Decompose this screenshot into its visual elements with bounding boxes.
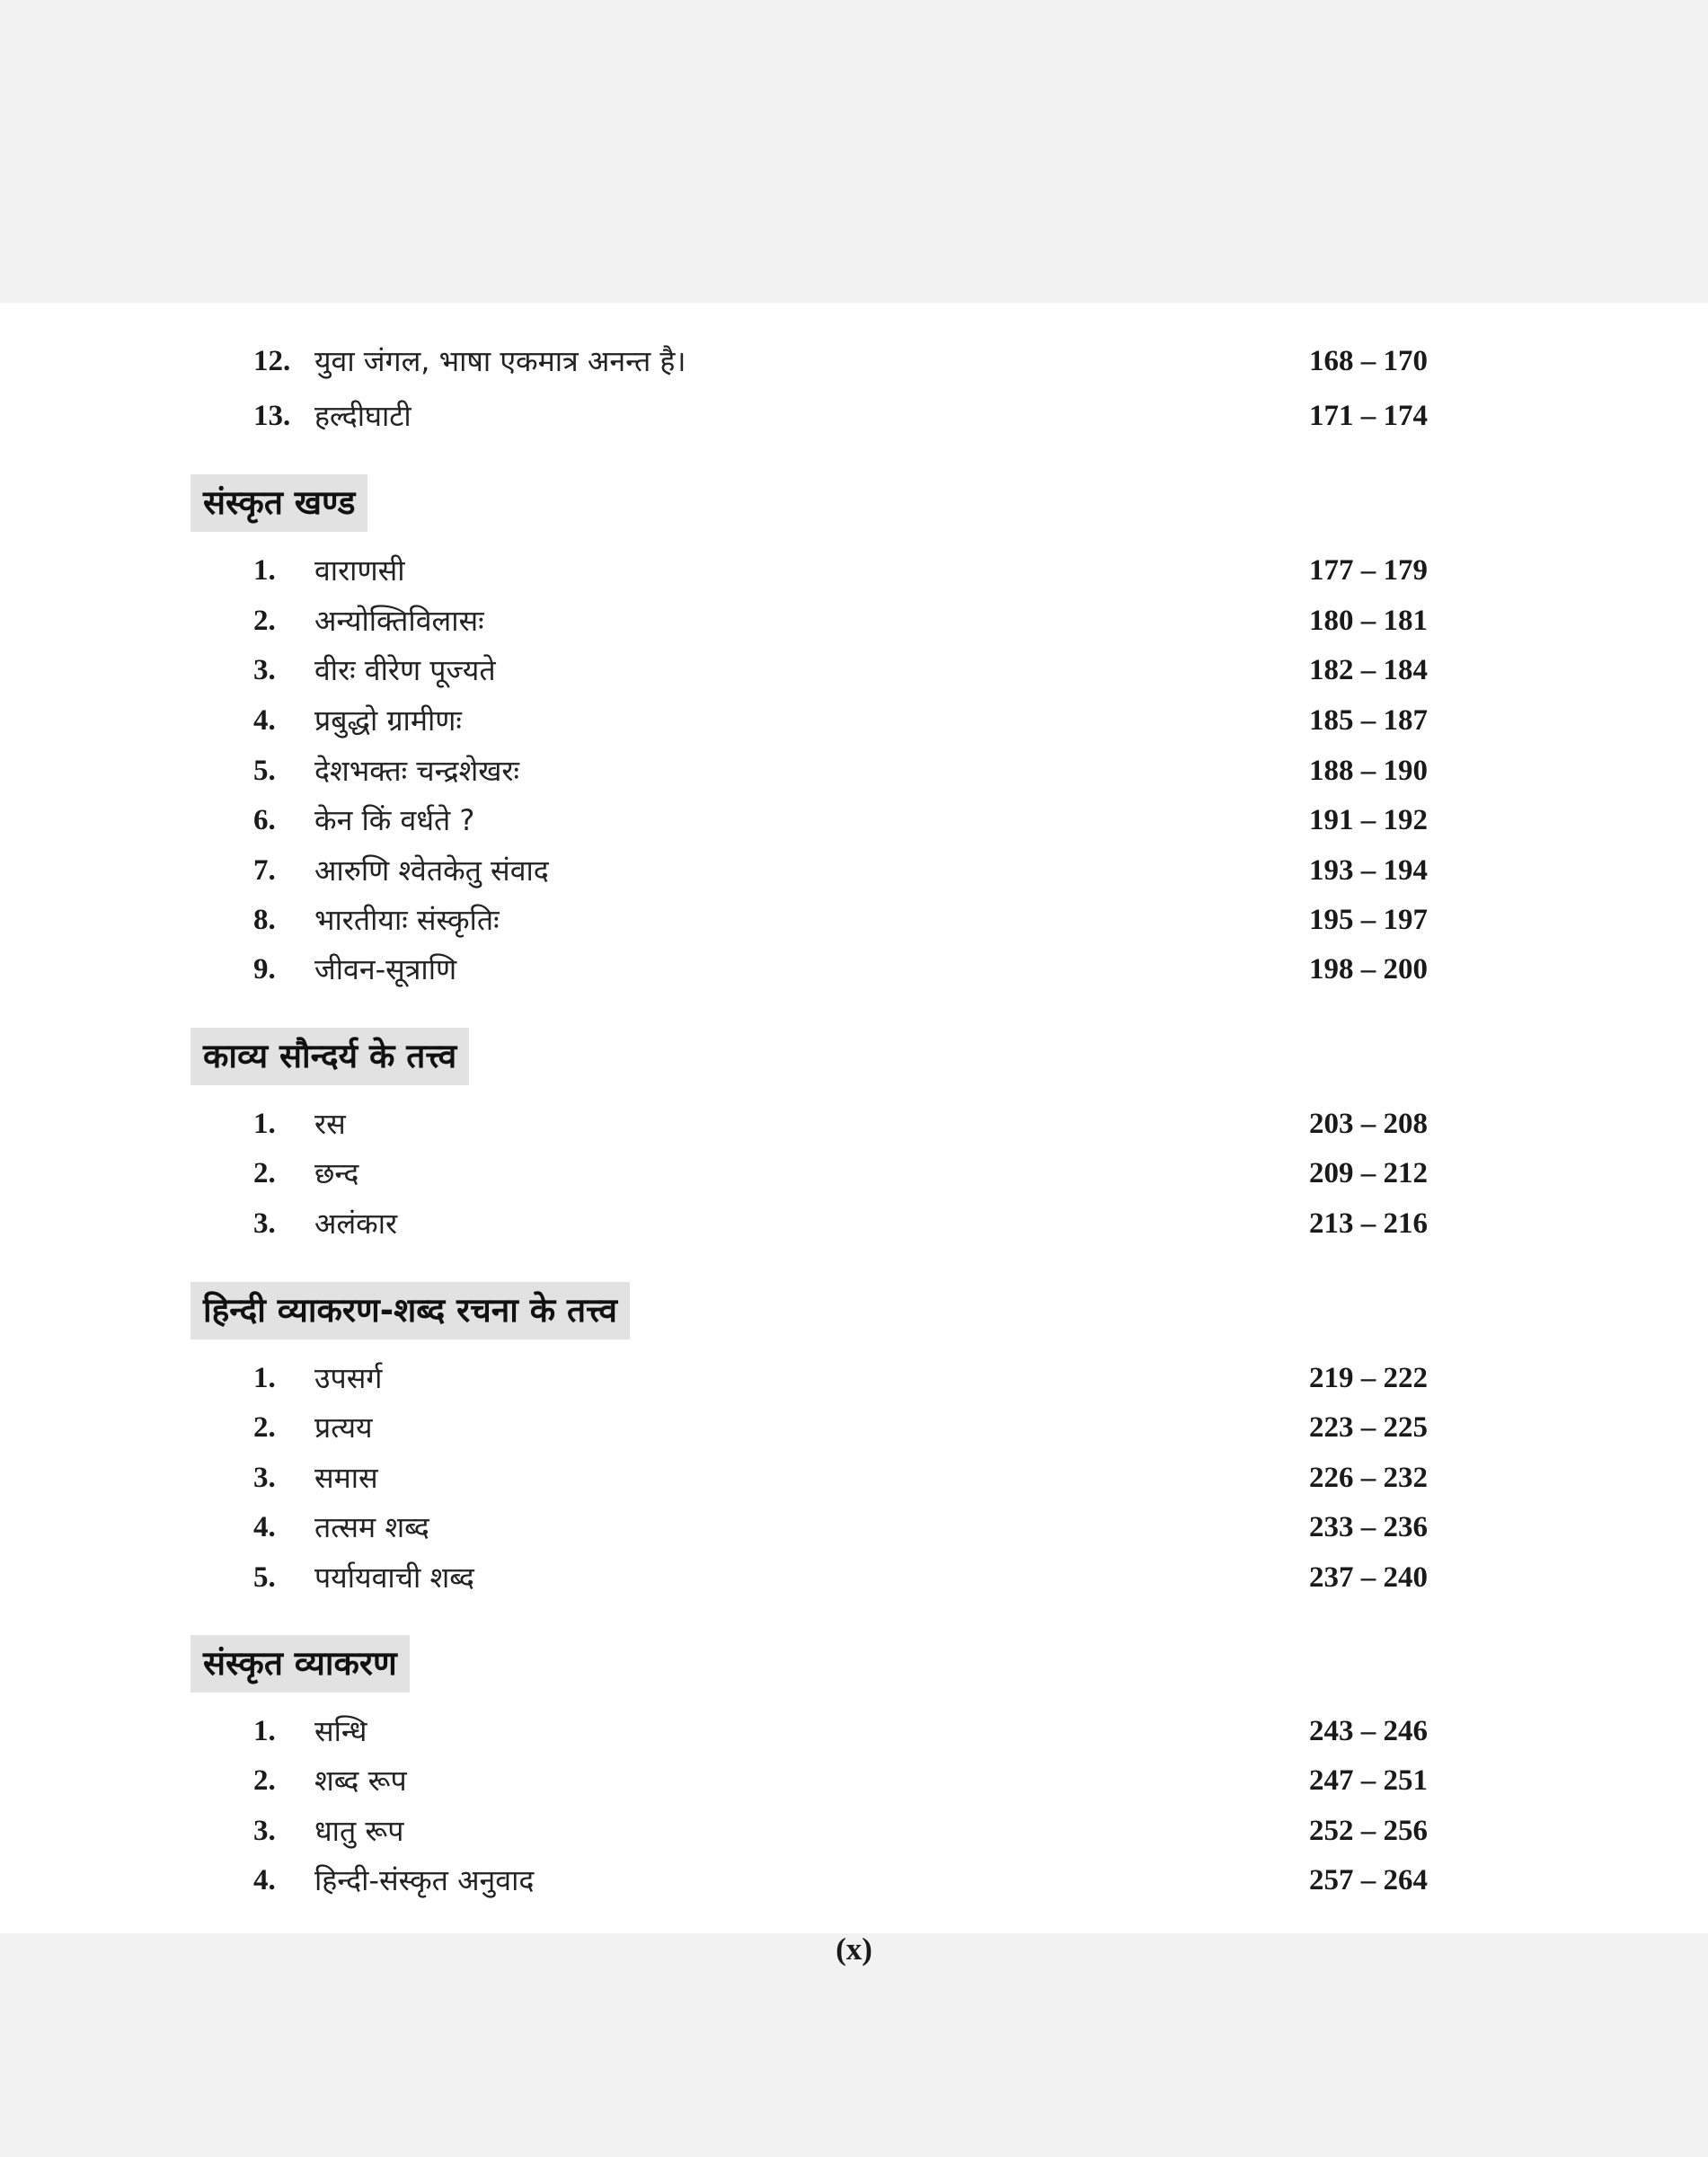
entry-number: 3.: [253, 654, 276, 686]
entry-title: प्रबुद्धो ग्रामीणः: [314, 703, 462, 738]
entry-title: जीवन-सूत्राणि: [314, 952, 457, 986]
entry-pages: 180 – 181: [1309, 605, 1428, 637]
entry-pages: 219 – 222: [1309, 1362, 1428, 1394]
entry-pages: 195 – 197: [1309, 904, 1428, 936]
entry-title: अलंकार: [314, 1207, 398, 1241]
entry-number: 9.: [253, 953, 276, 986]
section-heading: हिन्दी व्याकरण-शब्द रचना के तत्त्व: [190, 1282, 630, 1339]
entry-pages: 237 – 240: [1309, 1561, 1428, 1594]
entry-pages: 168 – 170: [1309, 345, 1428, 377]
entry-pages: 226 – 232: [1309, 1462, 1428, 1494]
entry-number: 5.: [253, 755, 276, 787]
entry-pages: 233 – 236: [1309, 1511, 1428, 1543]
toc-entry: [0, 798, 1708, 843]
toc-entry: [0, 1405, 1708, 1450]
toc-entry: [0, 339, 1708, 384]
toc-entry: [0, 947, 1708, 992]
entry-title: आरुणि श्वेतकेतु संवाद: [314, 853, 549, 888]
entry-number: 2.: [253, 605, 276, 637]
entry-title: हल्दीघाटी: [314, 399, 412, 433]
page-number: (x): [836, 1932, 872, 1967]
entry-title: तत्सम शब्द: [314, 1510, 429, 1544]
entry-pages: 171 – 174: [1309, 400, 1428, 432]
entry-title: पर्यायवाची शब्द: [314, 1560, 474, 1595]
entry-number: 1.: [253, 1362, 276, 1394]
toc-entry: [0, 1858, 1708, 1903]
toc-entry: [0, 848, 1708, 893]
toc-entry: [0, 393, 1708, 438]
entry-title: समास: [314, 1461, 378, 1495]
entry-pages: 191 – 192: [1309, 804, 1428, 836]
section-heading: संस्कृत खण्ड: [190, 474, 367, 532]
entry-number: 2.: [253, 1764, 276, 1797]
entry-pages: 257 – 264: [1309, 1864, 1428, 1896]
entry-title: केन किं वर्धते ?: [314, 803, 475, 837]
toc-entry: [0, 897, 1708, 942]
entry-number: 1.: [253, 1715, 276, 1747]
toc-entry: [0, 648, 1708, 693]
entry-title: अन्योक्तिविलासः: [314, 604, 484, 638]
entry-title: रस: [314, 1107, 346, 1141]
entry-pages: 203 – 208: [1309, 1108, 1428, 1140]
toc-entry: [0, 1151, 1708, 1196]
toc-entry: [0, 1709, 1708, 1754]
entry-number: 6.: [253, 804, 276, 836]
entry-number: 3.: [253, 1207, 276, 1240]
entry-number: 7.: [253, 854, 276, 887]
entry-title: हिन्दी-संस्कृत अनुवाद: [314, 1863, 535, 1897]
entry-title: सन्धि: [314, 1714, 367, 1748]
entry-pages: 198 – 200: [1309, 953, 1428, 986]
entry-number: 2.: [253, 1411, 276, 1444]
entry-number: 2.: [253, 1157, 276, 1189]
entry-number: 1.: [253, 1108, 276, 1140]
entry-title: युवा जंगल, भाषा एकमात्र अनन्त है।: [314, 344, 686, 378]
entry-number: 4.: [253, 704, 276, 737]
entry-pages: 188 – 190: [1309, 755, 1428, 787]
entry-title: वीरः वीरेण पूज्यते: [314, 653, 496, 687]
entry-number: 12.: [253, 345, 291, 377]
entry-number: 1.: [253, 554, 276, 587]
toc-entry: [0, 1455, 1708, 1500]
entry-pages: 193 – 194: [1309, 854, 1428, 887]
entry-title: शब्द रूप: [314, 1764, 407, 1798]
entry-number: 5.: [253, 1561, 276, 1594]
toc-entry: [0, 1808, 1708, 1853]
toc-entry: [0, 1356, 1708, 1401]
section-heading: संस्कृत व्याकरण: [190, 1635, 410, 1693]
entry-pages: 247 – 251: [1309, 1764, 1428, 1797]
toc-entry: [0, 748, 1708, 793]
toc-entry: [0, 598, 1708, 643]
entry-title: धातु रूप: [314, 1814, 404, 1848]
entry-pages: 182 – 184: [1309, 654, 1428, 686]
toc-entry: [0, 548, 1708, 593]
entry-title: उपसर्ग: [314, 1361, 383, 1395]
entry-number: 13.: [253, 400, 291, 432]
toc-entry: [0, 1201, 1708, 1246]
entry-title: भारतीयाः संस्कृतिः: [314, 903, 500, 937]
toc-entry: [0, 1101, 1708, 1146]
entry-pages: 209 – 212: [1309, 1157, 1428, 1189]
entry-number: 4.: [253, 1864, 276, 1896]
entry-title: प्रत्यय: [314, 1410, 373, 1445]
entry-pages: 223 – 225: [1309, 1411, 1428, 1444]
toc-entry: [0, 1505, 1708, 1550]
entry-number: 4.: [253, 1511, 276, 1543]
toc-entry: [0, 1555, 1708, 1600]
entry-pages: 177 – 179: [1309, 554, 1428, 587]
top-margin-band: [0, 0, 1708, 303]
entry-pages: 252 – 256: [1309, 1815, 1428, 1847]
entry-number: 3.: [253, 1462, 276, 1494]
entry-number: 3.: [253, 1815, 276, 1847]
section-heading: काव्य सौन्दर्य के तत्त्व: [190, 1028, 469, 1085]
entry-title: वाराणसी: [314, 553, 405, 588]
entry-pages: 213 – 216: [1309, 1207, 1428, 1240]
entry-pages: 185 – 187: [1309, 704, 1428, 737]
toc-entry: [0, 1758, 1708, 1803]
entry-title: छन्द: [314, 1156, 359, 1190]
entry-number: 8.: [253, 904, 276, 936]
entry-pages: 243 – 246: [1309, 1715, 1428, 1747]
entry-title: देशभक्तः चन्द्रशेखरः: [314, 754, 519, 788]
toc-entry: [0, 698, 1708, 743]
